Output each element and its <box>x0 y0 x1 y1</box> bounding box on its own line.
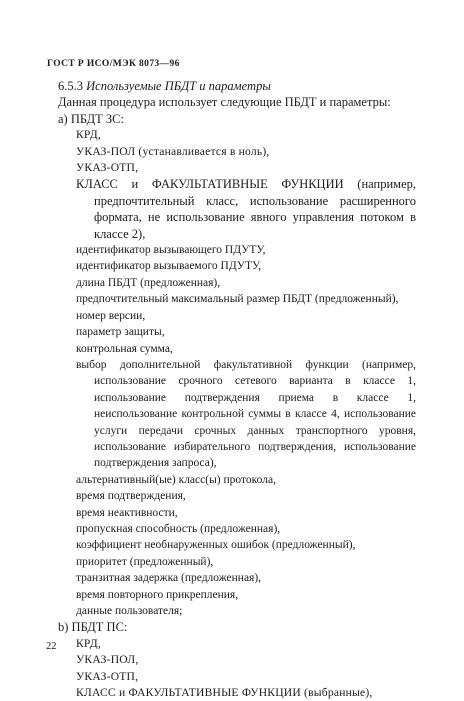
list-item: выбор дополнительной факультативной функции (например, использование срочного сетевого варианта в классе 1, использование подтверждения приема в классе 1, неиспользование контрольной суммы в классе 4, использование услуги передачи срочных данных транспортного уровня, использование избирательного подтверждения, использование подтверждения запроса), <box>76 358 416 470</box>
list-item: время повторного прикрепления, <box>76 588 239 601</box>
list-item: КРД, <box>76 128 101 142</box>
list-item: УКАЗ-ПОЛ (устанавливается в ноль), <box>76 144 270 158</box>
list-a-marker: а) ПБДТ ЗС: <box>58 111 124 126</box>
section-heading <box>58 78 416 94</box>
document-header: ГОСТ Р ИСО/МЭК 8073—96 <box>47 59 180 69</box>
section-intro: Данная процедура использует следующие ПБДТ и параметры: <box>58 95 391 110</box>
list-item: КЛАСС и ФАКУЛЬТАТИВНЫЕ ФУНКЦИИ (например, предпочтительный класс, использование расширенного формата, не использование явного управления потоком в классе 2), <box>76 177 416 241</box>
list-item: предпочтительный максимальный размер ПБДТ (предложенный), <box>76 293 399 306</box>
list-item: УКАЗ-ОТП, <box>76 161 139 175</box>
list-item: время неактивности, <box>76 506 178 519</box>
list-item: номер версии, <box>76 309 146 322</box>
list-item: приоритет (предложенный), <box>76 555 214 568</box>
list-item: транзитная задержка (предложенная), <box>76 572 262 585</box>
list-item: УКАЗ-ПОЛ, <box>76 653 139 667</box>
list-item: альтернативный(ые) класс(ы) протокола, <box>76 473 276 486</box>
section-title: Используемые ПБДТ и параметры <box>86 79 271 93</box>
list-item: контрольная сумма, <box>76 342 173 355</box>
list-item: время подтверждения, <box>76 490 186 503</box>
list-item: длина ПБДТ (предложенная), <box>76 276 221 289</box>
list-item: КЛАСС и ФАКУЛЬТАТИВНЫЕ ФУНКЦИИ (выбранные), <box>76 686 373 700</box>
list-item: коэффициент необнаруженных ошибок (предложенный), <box>76 539 356 552</box>
list-item: идентификатор вызываемого ПДУТУ, <box>76 260 262 273</box>
list-item: параметр защиты, <box>76 326 165 339</box>
list-b-marker: b) ПБДТ ПС: <box>58 620 128 635</box>
section-number: 6.5.3 <box>58 79 83 93</box>
page-number: 22 <box>46 641 57 652</box>
list-item: идентификатор вызывающего ПДУТУ, <box>76 244 266 257</box>
list-item: УКАЗ-ОТП, <box>76 669 139 683</box>
page-content <box>58 78 416 701</box>
list-item: пропускная способность (предложенная), <box>76 522 281 535</box>
list-item: КРД, <box>76 636 101 650</box>
list-item: данные пользователя; <box>76 605 183 617</box>
